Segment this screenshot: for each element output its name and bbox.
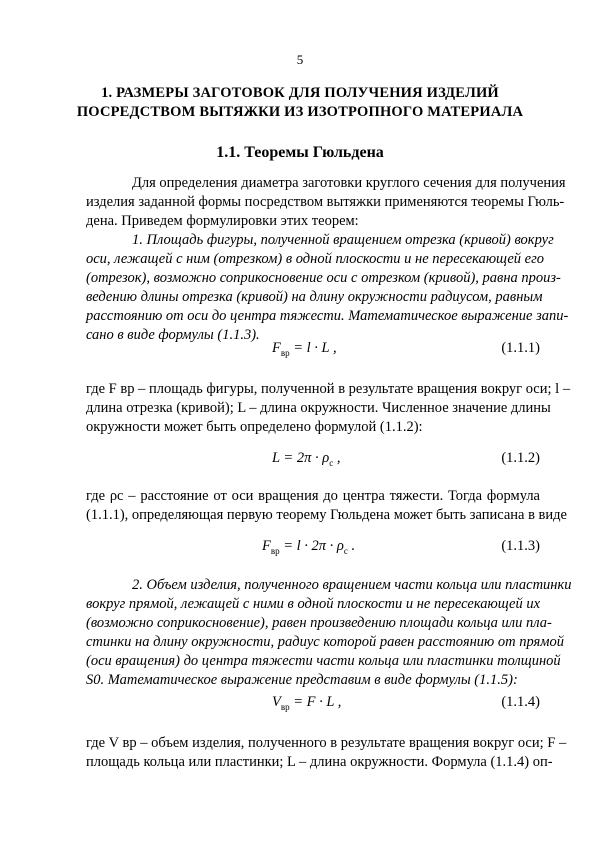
formula-1-sub: вр [280,347,290,358]
formula-1-rest: = l · L , [289,340,337,356]
intro-line-3: дена. Приведем формулировки этих теорем: [86,213,359,229]
formula-3-rest2: . [347,538,356,554]
theorem-2-line-5: (оси вращения) до центра тяжести части кольца или пластинки толщиной [86,653,561,669]
theorem-2-line-1: 2. Объем изделия, полученного вращением части кольца или пластинки [132,577,572,593]
intro-paragraph [86,174,566,231]
formula-3-number: (1.1.3) [501,538,540,554]
formula-2-rest: , [333,450,341,466]
formula-4-var: V [272,694,281,710]
formula-4-number: (1.1.4) [501,694,540,710]
formula-2-expr: L = 2π · ρ [272,450,330,466]
theorem-1-line-6: сано в виде формулы (1.1.3). [86,327,260,343]
theorem-2-paragraph [86,576,572,690]
text-1-line-1: где F вр – площадь фигуры, полученной в результате вращения вокруг оси; l – [86,381,571,397]
formula-3-var: F [262,538,271,554]
formula-4-sub: вр [280,701,290,712]
chapter-title [60,84,540,122]
formula-1-var: F [272,340,281,356]
formula-3-sub: вр [270,545,280,556]
text-1-paragraph [86,380,571,437]
section-title: 1.1. Теоремы Гюльдена [216,144,384,161]
formula-2-sub: c [329,457,334,468]
theorem-1-line-1: 1. Площадь фигуры, полученной вращением отрезка (кривой) вокруг [132,232,554,248]
page-number: 5 [296,52,304,67]
intro-line-1: Для определения диаметра заготовки круглого сечения для получения [132,175,566,191]
formula-1-1-2 [86,450,540,472]
text-3-paragraph [86,734,567,772]
chapter-title-line-1: 1. РАЗМЕРЫ ЗАГОТОВОК ДЛЯ ПОЛУЧЕНИЯ ИЗДЕЛИЙ [101,85,499,101]
text-1-line-3: окружности может быть определено формулой (1.1.2): [86,419,423,435]
text-3-line-2: площадь кольца или пластинки; L – длина окружности. Формула (1.1.4) оп- [86,754,553,770]
text-3-line-1: где V вр – объем изделия, полученного в результате вращения вокруг оси; F – [86,735,567,751]
theorem-2-line-2: вокруг прямой, лежащей с ними в одной плоскости и не пересекающей их [86,596,541,612]
formula-3-sub2: c [343,545,348,556]
formula-1-1-1 [86,340,540,362]
theorem-2-line-6: S0. Математическое выражение представим в виде формулы (1.1.5): [86,672,518,688]
theorem-1-line-4: ведению длины отрезка (кривой) на длину окружности радиусом, равным [86,289,543,305]
text-1-line-2: длина отрезка (кривой); L – длина окружности. Численное значение длины [86,400,551,416]
chapter-title-line-2: ПОСРЕДСТВОМ ВЫТЯЖКИ ИЗ ИЗОТРОПНОГО МАТЕРИАЛА [76,104,524,120]
text-2-line-2: (1.1.1), определяющая первую теорему Гюльдена может быть записана в виде [86,507,567,523]
theorem-1-line-5: расстоянию от оси до центра тяжести. Математическое выражение запи- [86,308,569,324]
formula-2-number: (1.1.2) [501,450,540,466]
formula-1-number: (1.1.1) [501,340,540,356]
intro-line-2: изделия заданной формы посредством вытяжки применяются теоремы Гюль- [86,194,565,210]
formula-1-1-4 [86,694,540,716]
formula-3-rest: = l · 2π · ρ [279,538,344,554]
formula-4-rest: = F · L , [289,694,342,710]
text-2-paragraph [86,487,567,525]
theorem-2-line-4: стинки на длину окружности, радиус которой равен расстоянию от прямой [86,634,565,650]
theorem-1-line-2: оси, лежащей с ним (отрезком) в одной плоскости и не пересекающей его [86,251,545,267]
theorem-1-paragraph [86,231,569,345]
theorem-1-line-3: (отрезок), возможно соприкосновение оси с отрезком (кривой), равна произ- [86,270,561,286]
theorem-2-line-3: (возможно соприкосновение), равен произведению площади кольца или пла- [86,615,552,631]
text-2-line-1: где ρc – расстояние от оси вращения до центра тяжести. Тогда формула [86,488,540,504]
formula-1-1-3 [86,538,540,560]
